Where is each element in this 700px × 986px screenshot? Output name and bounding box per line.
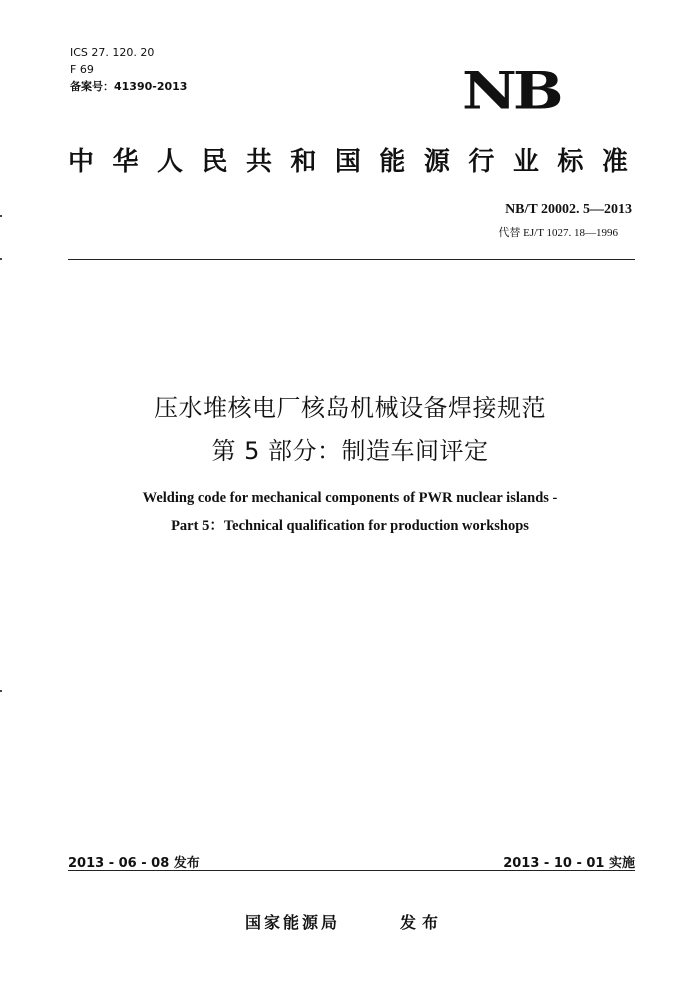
publish-date: 2013 - 06 - 08 发布 — [68, 856, 200, 871]
title-char: 行 — [468, 147, 495, 177]
implement-date: 2013 - 10 - 01 实施 — [503, 856, 635, 871]
nb-logo: NB — [462, 61, 560, 122]
title-char: 和 — [290, 147, 317, 177]
title-char: 民 — [201, 147, 228, 177]
title-char: 源 — [423, 147, 450, 177]
replaces-standard: 代替 EJ/T 1027. 18—1996 — [498, 227, 618, 239]
issuing-authority: 国家能源局 — [245, 913, 341, 932]
english-title-line-2: Part 5：Technical qualification for production workshops — [171, 518, 529, 534]
issue-label: 发布 — [400, 913, 445, 932]
title-char: 能 — [379, 147, 406, 177]
bottom-divider — [68, 870, 635, 871]
title-char: 共 — [245, 147, 272, 177]
title-char: 业 — [512, 147, 539, 177]
scan-mark — [0, 215, 2, 217]
title-char: 华 — [112, 147, 139, 177]
scan-mark — [0, 690, 2, 692]
standard-number: NB/T 20002. 5—2013 — [505, 202, 632, 217]
record-number: 备案号：41390-2013 — [70, 80, 188, 93]
ics-code: ICS 27. 120. 20 — [70, 46, 155, 59]
title-char: 人 — [156, 147, 183, 177]
top-divider — [68, 259, 635, 260]
title-char: 标 — [557, 147, 584, 177]
title-char: 国 — [334, 147, 361, 177]
standard-category-title — [68, 141, 628, 178]
title-char: 准 — [601, 147, 628, 177]
classification-code: F 69 — [70, 63, 94, 76]
chinese-title-line-2: 第 5 部分：制造车间评定 — [211, 437, 489, 465]
english-title-line-1: Welding code for mechanical components of PWR nuclear islands - — [142, 490, 558, 506]
title-char: 中 — [68, 147, 95, 177]
scan-mark — [0, 258, 2, 260]
chinese-title-line-1: 压水堆核电厂核岛机械设备焊接规范 — [154, 394, 546, 422]
